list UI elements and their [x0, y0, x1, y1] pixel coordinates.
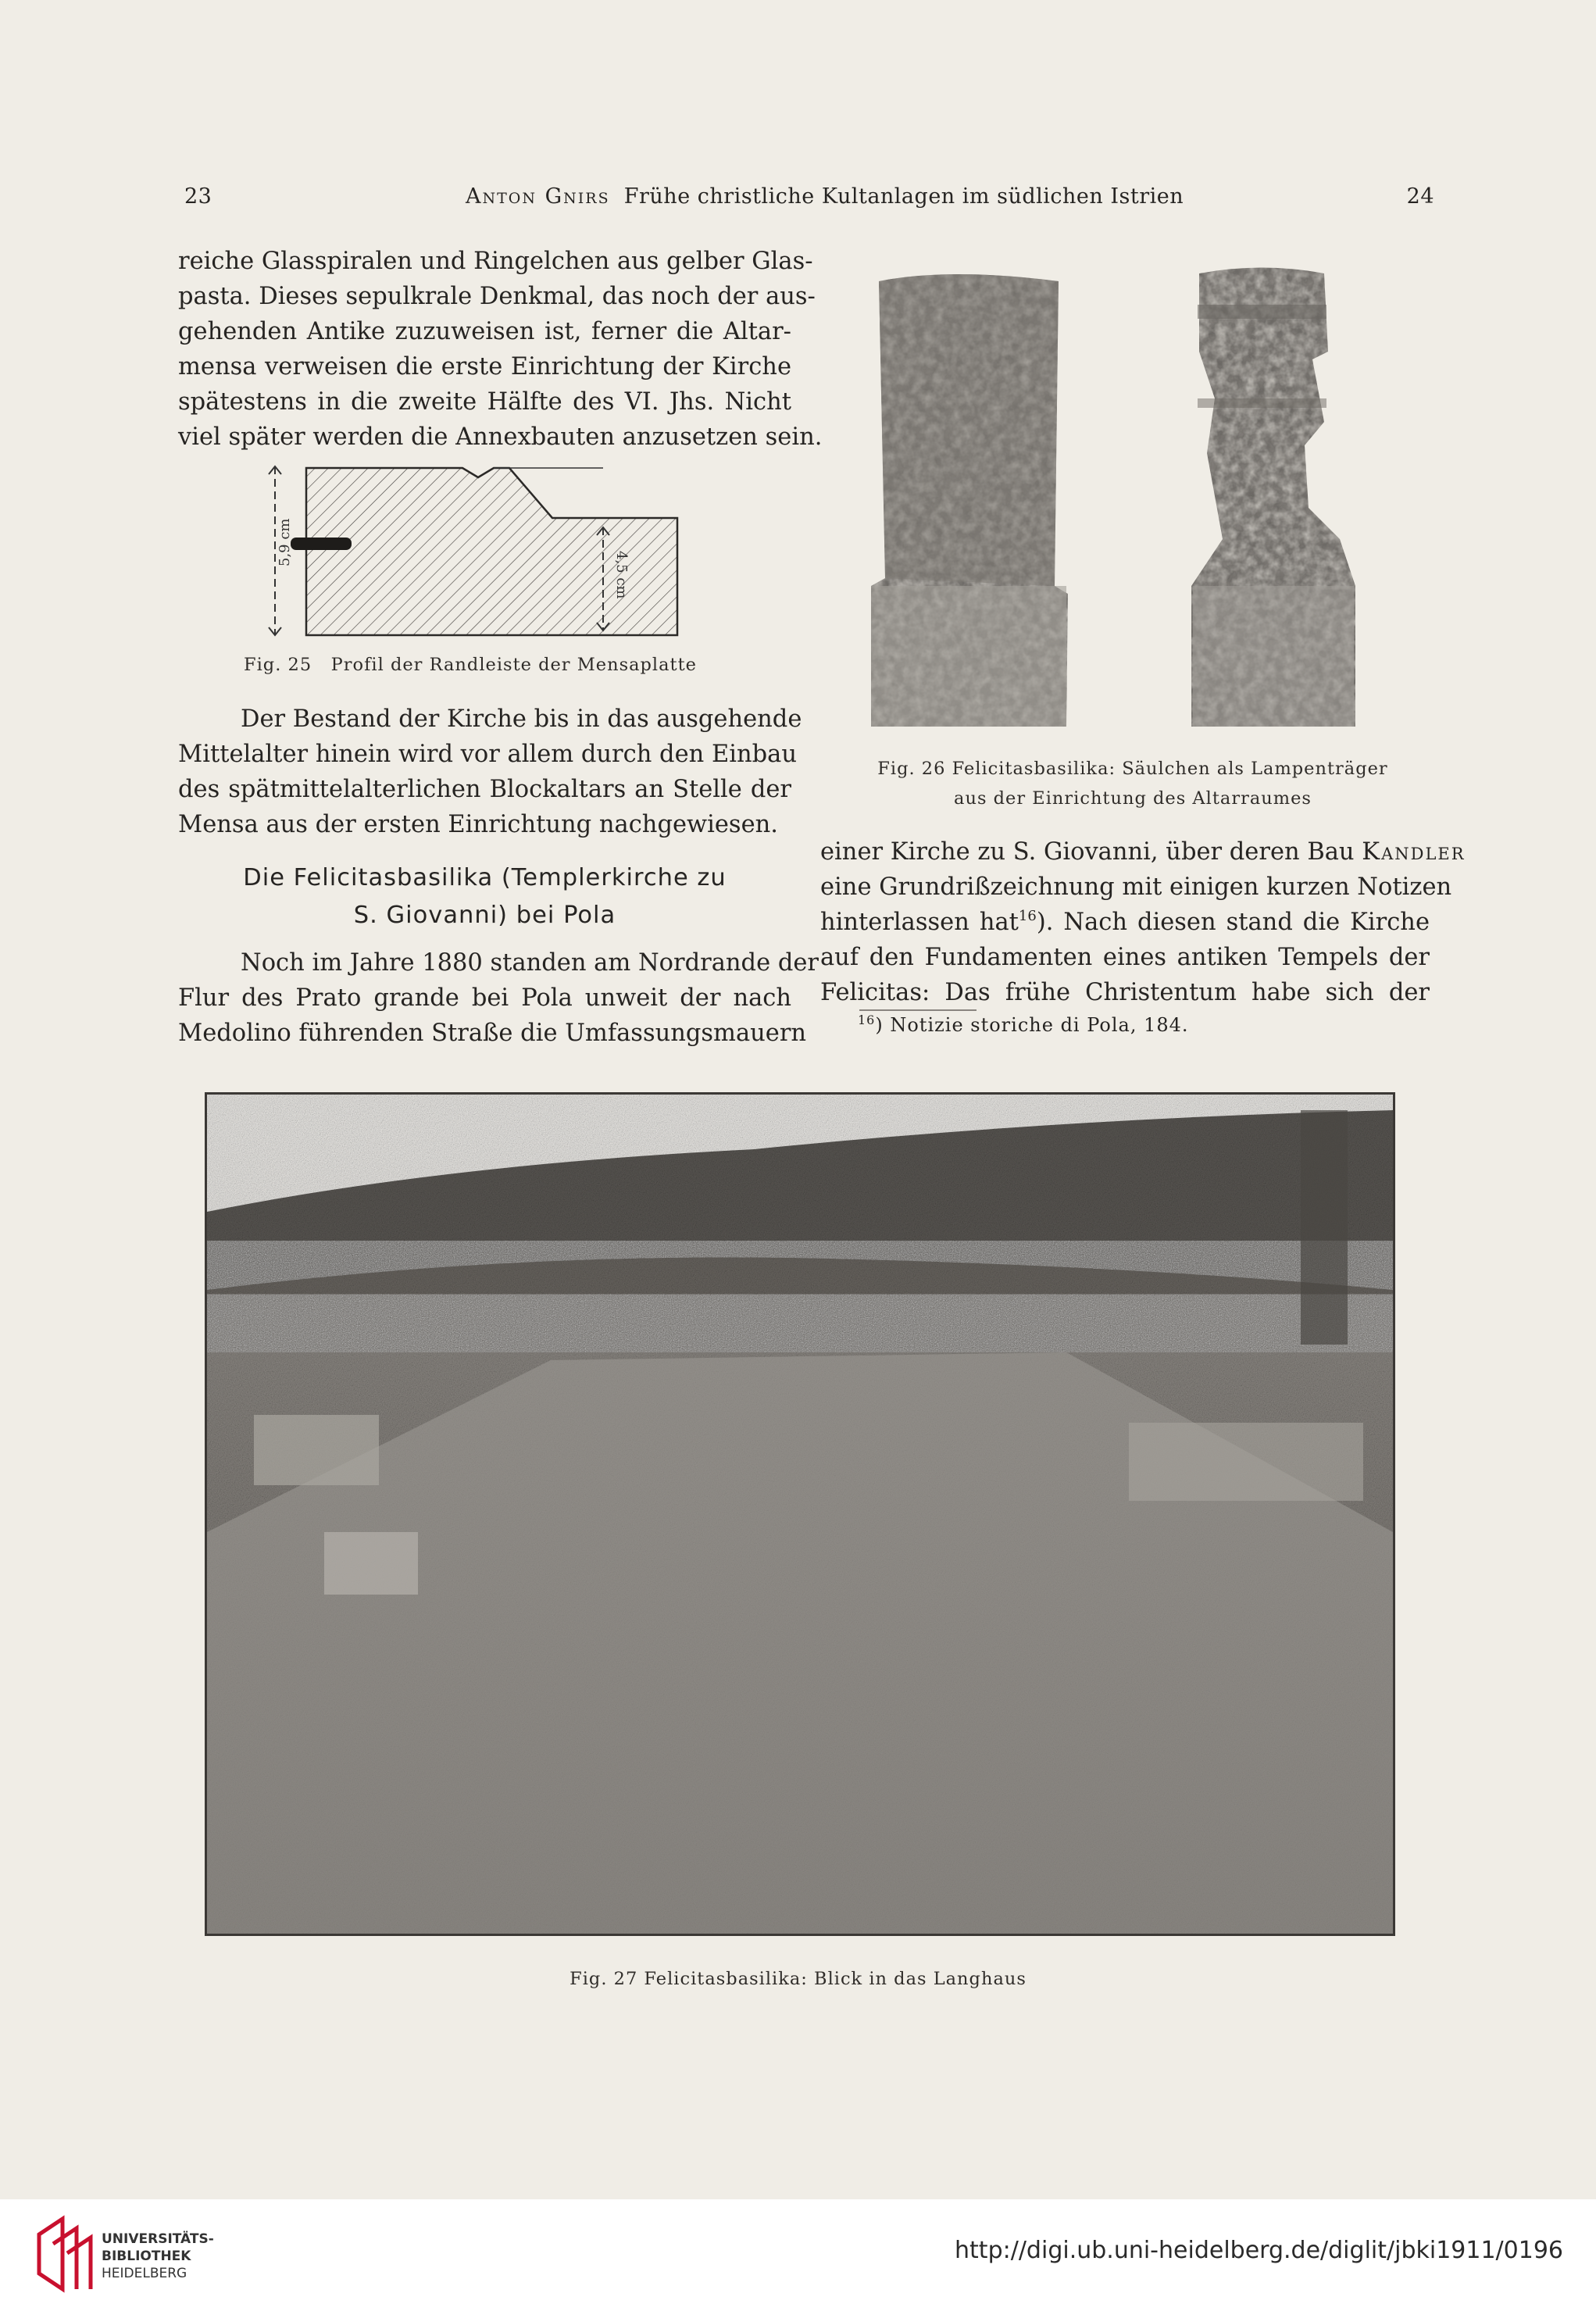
name-kandler: Kandler [1362, 838, 1466, 866]
text-line: Medolino führenden Straße die Umfassungsmauern [178, 1020, 807, 1047]
book-title: Frühe christliche Kultanlagen im südlichen Istrien [623, 184, 1184, 209]
heading-line: Die Felicitasbasilika (Templerkirche zu [243, 864, 727, 891]
author-name: Anton Gnirs [466, 184, 610, 209]
text-line: gehenden Antike zuzuweisen ist, ferner die Altar- [178, 318, 791, 345]
right-column-text [820, 834, 1466, 1010]
page-number-right: 24 [1406, 184, 1434, 209]
page-number-left: 23 [184, 184, 212, 209]
text-line: Noch im Jahre 1880 standen am Nordrande der [241, 949, 819, 977]
basilica-excavation-photo [207, 1095, 1393, 1934]
text-line: pasta. Dieses sepulkrale Denkmal, das noch der aus- [178, 283, 816, 310]
text-segment: ). Nach diesen stand die Kirche [1036, 909, 1430, 936]
paragraph-3 [178, 945, 819, 1051]
text-line: des spätmittelalterlichen Blockaltars an Stelle der [178, 776, 791, 803]
text-segment: einer Kirche zu S. Giovanni, über deren Bau [820, 838, 1355, 866]
heading-line: S. Giovanni) bei Pola [353, 902, 616, 929]
text-line: Flur des Prato grande bei Pola unweit der nach [178, 984, 791, 1012]
section-heading [178, 859, 791, 934]
caption-line: Fig. 26 Felicitasbasilika: Säulchen als Lampenträger [877, 759, 1388, 779]
caption-text: Profil der Randleiste der Mensaplatte [330, 655, 697, 675]
figure-26-caption [844, 754, 1422, 813]
figure-27-basilica-photo [205, 1092, 1395, 1936]
figure-26-column-photos [855, 258, 1402, 742]
text-line: reiche Glasspiralen und Ringelchen aus gelber Glas- [178, 248, 813, 275]
text-line: viel später werden die Annexbauten anzusetzen sein. [178, 423, 823, 451]
text-line: mensa verweisen die erste Einrichtung der Kirche [178, 353, 791, 380]
library-name-line: HEIDELBERG [102, 2266, 187, 2281]
text-line [820, 834, 1466, 870]
figure-25-profile-drawing [259, 457, 697, 645]
library-footer [0, 2199, 1596, 2311]
source-url-link[interactable]: http://digi.ub.uni-heidelberg.de/diglit/jbki1911/0196 [955, 2237, 1563, 2264]
text-line: Mensa aus der ersten Einrichtung nachgewiesen. [178, 811, 778, 838]
figure-27-caption: Fig. 27 Felicitasbasilika: Blick in das Langhaus [569, 1969, 1027, 1989]
dimension-label-right: 4,5 cm [613, 551, 630, 599]
footnote-16 [858, 1013, 1189, 1036]
running-header [184, 184, 1434, 216]
paragraph-2 [178, 702, 802, 842]
caption-line: aus der Einrichtung des Altarraumes [954, 788, 1312, 809]
text-line [820, 905, 1430, 940]
text-line: auf den Fundamenten eines antiken Tempels der [820, 944, 1430, 971]
dimension-label-left: 5,9 cm [277, 518, 293, 566]
footnote-divider [859, 1009, 977, 1011]
footnote-text: ) Notizie storiche di Pola, 184. [875, 1014, 1189, 1036]
running-title [466, 184, 1184, 209]
caption-number: Fig. 25 [244, 655, 312, 675]
text-segment: hinterlassen hat [820, 909, 1019, 936]
library-name-line: UNIVERSITÄTS- [102, 2231, 214, 2247]
university-library-logo-icon [31, 2211, 94, 2297]
library-name [102, 2231, 214, 2282]
footnote-number: 16 [858, 1013, 876, 1027]
library-name-line: BIBLIOTHEK [102, 2248, 191, 2264]
text-line: eine Grundrißzeichnung mit einigen kurzen Notizen [820, 873, 1452, 901]
paragraph-1 [178, 244, 823, 455]
text-line: Der Bestand der Kirche bis in das ausgehende [241, 705, 802, 733]
footnote-marker[interactable]: 16 [1018, 908, 1037, 924]
text-line: spätestens in die zweite Hälfte des VI. Jhs. Nicht [178, 388, 791, 416]
text-line: Felicitas: Das frühe Christentum habe sich der [820, 979, 1430, 1006]
figure-25-caption [244, 655, 697, 675]
text-line: Mittelalter hinein wird vor allem durch den Einbau [178, 741, 797, 768]
